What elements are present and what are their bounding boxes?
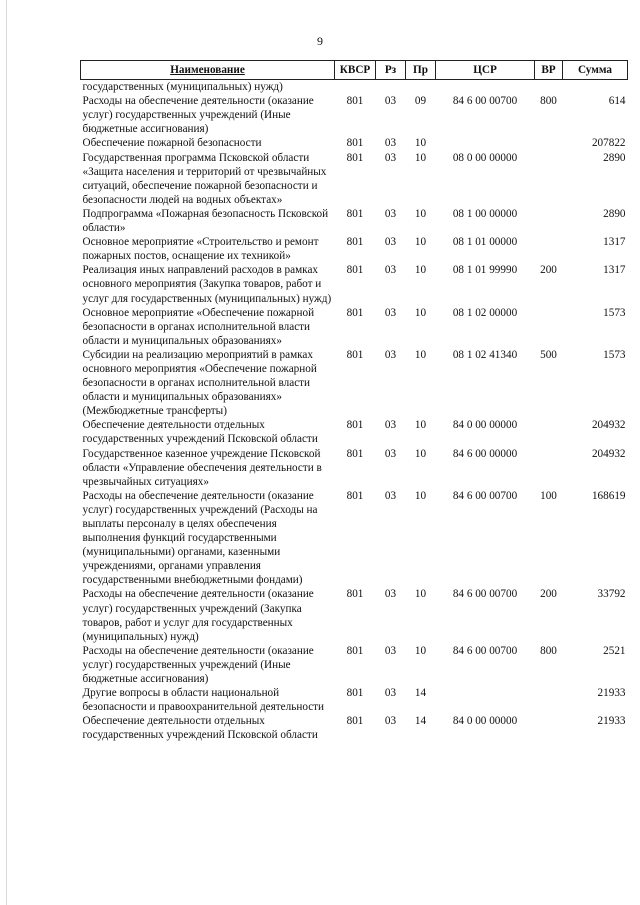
cell-vr: [535, 306, 563, 348]
cell-pr: 09: [414, 95, 427, 108]
table-row: [81, 348, 628, 418]
cell-csr: 08 0 00 00000: [452, 151, 518, 164]
cell-name: Обеспечение деятельности отдельных государственных учреждений Псковской области: [82, 715, 318, 742]
cell-kvsr: 801: [346, 207, 364, 220]
cell-kvsr: 801: [346, 715, 364, 728]
cell-pr: 10: [414, 236, 427, 249]
cell-sum: 204932: [591, 447, 626, 460]
cell-rz: 03: [384, 137, 397, 150]
cell-vr: [535, 80, 563, 95]
cell-vr: 800: [540, 95, 557, 108]
cell-name: Обеспечение деятельности отдельных государственных учреждений Псковской области: [82, 419, 318, 446]
table-row: [81, 207, 628, 235]
header-csr: ЦСР: [436, 61, 535, 80]
cell-vr: 500: [540, 348, 557, 361]
cell-name: Обеспечение пожарной безопасности: [82, 137, 262, 150]
header-rz: Рз: [376, 61, 406, 80]
cell-vr: 200: [540, 588, 557, 601]
cell-csr: [436, 686, 535, 714]
cell-csr: 84 0 00 00000: [452, 715, 518, 728]
cell-csr: [436, 136, 535, 150]
cell-kvsr: [335, 80, 376, 95]
cell-name: Расходы на обеспечение деятельности (оказание услуг) государственных учреждений (Иные бюджетные ассигнования): [82, 95, 314, 136]
cell-sum: 1573: [603, 306, 626, 319]
cell-kvsr: 801: [346, 687, 364, 700]
header-vr: ВР: [535, 61, 563, 80]
table-row: [81, 644, 628, 686]
cell-kvsr: 801: [346, 489, 364, 502]
cell-csr: 84 6 00 00700: [452, 95, 518, 108]
cell-csr: 08 1 01 00000: [452, 236, 518, 249]
cell-pr: 10: [414, 137, 427, 150]
cell-csr: 08 1 01 99990: [452, 264, 518, 277]
cell-kvsr: 801: [346, 306, 364, 319]
cell-csr: 84 6 00 00700: [452, 588, 518, 601]
cell-vr: [535, 136, 563, 150]
cell-name: Основное мероприятие «Обеспечение пожарной безопасности в органах исполнительной власти области и муниципальных образованиях»: [82, 306, 315, 347]
cell-pr: [406, 80, 436, 95]
cell-sum: 1317: [603, 236, 626, 249]
cell-vr: [535, 686, 563, 714]
cell-kvsr: 801: [346, 447, 364, 460]
cell-csr: 84 6 00 00700: [452, 489, 518, 502]
cell-rz: 03: [384, 419, 397, 432]
cell-vr: 800: [540, 644, 557, 657]
table-row: [81, 686, 628, 714]
cell-name: Другие вопросы в области национальной безопасности и правоохранительной деятельности: [82, 687, 325, 714]
cell-vr: 200: [540, 264, 557, 277]
cell-vr: [535, 447, 563, 489]
cell-kvsr: 801: [346, 644, 364, 657]
cell-vr: [535, 418, 563, 446]
cell-name: Субсидии на реализацию мероприятий в рамках основного мероприятия «Обеспечение пожарной безопасности в органах исполнительной власти области и муниципальных образованиях» (Межбюджетные трансферты): [82, 348, 317, 418]
cell-name: Подпрограмма «Пожарная безопасность Псковской области»: [82, 207, 329, 235]
cell-rz: 03: [384, 447, 397, 460]
cell-pr: 10: [414, 588, 427, 601]
cell-vr: [535, 151, 563, 207]
cell-rz: 03: [384, 95, 397, 108]
cell-kvsr: 801: [346, 588, 364, 601]
cell-name: Основное мероприятие «Строительство и ремонт пожарных постов, оснащение их техникой»: [82, 236, 319, 263]
table-row: [81, 587, 628, 643]
cell-pr: 14: [414, 687, 427, 700]
cell-pr: 10: [414, 348, 427, 361]
cell-pr: 14: [414, 715, 427, 728]
cell-rz: 03: [384, 687, 397, 700]
cell-sum: 2890: [603, 151, 626, 164]
header-sum: Сумма: [563, 61, 628, 80]
table-row: [81, 136, 628, 150]
cell-sum: 614: [608, 95, 626, 108]
cell-csr: 08 1 02 00000: [452, 306, 518, 319]
table-row: [81, 714, 628, 742]
budget-table: [80, 60, 628, 743]
cell-name: Расходы на обеспечение деятельности (оказание услуг) государственных учреждений (Иные бюджетные ассигнования): [82, 644, 314, 686]
cell-rz: 03: [384, 306, 397, 319]
cell-csr: 08 1 00 00000: [452, 207, 518, 220]
cell-pr: 10: [414, 447, 427, 460]
cell-sum: 204932: [591, 419, 626, 432]
cell-sum: 1317: [603, 264, 626, 277]
page-number: 9: [317, 34, 323, 48]
cell-kvsr: 801: [346, 151, 364, 164]
cell-name: государственных (муниципальных) нужд): [82, 81, 283, 94]
table-row: [81, 151, 628, 207]
cell-sum: 2890: [603, 207, 626, 220]
table-row: [81, 94, 628, 136]
cell-name: Государственная программа Псковской области «Защита населения и территорий от чрезвычайных ситуаций, обеспечение пожарной безопасности и безопасности людей на водных объектах»: [82, 151, 327, 206]
cell-rz: 03: [384, 715, 397, 728]
table-row: [81, 235, 628, 263]
header-name: Наименование: [81, 61, 335, 80]
cell-rz: 03: [384, 151, 397, 164]
header-kvsr: КВСР: [335, 61, 376, 80]
scan-edge-shadow: [6, 0, 7, 905]
cell-sum: 33792: [597, 588, 626, 601]
cell-csr: 84 6 00 00700: [452, 644, 518, 657]
cell-sum: 168619: [591, 489, 626, 502]
cell-csr: 08 1 02 41340: [452, 348, 518, 361]
cell-name: Реализация иных направлений расходов в рамках основного мероприятия (Закупка товаров, работ и услуг для государственных (муниципальных) нужд): [82, 264, 332, 305]
cell-csr: [436, 80, 535, 95]
cell-pr: 10: [414, 306, 427, 319]
table-row: [81, 306, 628, 348]
table-header-row: [81, 61, 628, 80]
cell-kvsr: 801: [346, 348, 364, 361]
cell-vr: [535, 207, 563, 235]
cell-kvsr: 801: [346, 137, 364, 150]
cell-rz: 03: [384, 236, 397, 249]
table-row: [81, 489, 628, 588]
cell-vr: [535, 235, 563, 263]
cell-kvsr: 801: [346, 236, 364, 249]
cell-vr: [535, 714, 563, 742]
cell-sum: 1573: [603, 348, 626, 361]
cell-rz: 03: [384, 588, 397, 601]
cell-rz: [376, 80, 406, 95]
cell-rz: 03: [384, 207, 397, 220]
table-row: [81, 418, 628, 446]
cell-sum: [563, 80, 628, 95]
cell-kvsr: 801: [346, 264, 364, 277]
cell-csr: 84 0 00 00000: [452, 419, 518, 432]
cell-sum: 21933: [597, 715, 626, 728]
cell-name: Государственное казенное учреждение Псковской области «Управление обеспечения деятельности в чрезвычайных ситуациях»: [82, 447, 322, 488]
cell-kvsr: 801: [346, 419, 364, 432]
cell-pr: 10: [414, 264, 427, 277]
cell-sum: 207822: [591, 137, 626, 150]
table-row: [81, 80, 628, 95]
cell-pr: 10: [414, 419, 427, 432]
cell-name: Расходы на обеспечение деятельности (оказание услуг) государственных учреждений (Закупка товаров, работ и услуг для государственных (муниципальных) нужд): [82, 588, 314, 643]
table-row: [81, 263, 628, 305]
cell-pr: 10: [414, 151, 427, 164]
cell-rz: 03: [384, 644, 397, 657]
cell-name: Расходы на обеспечение деятельности (оказание услуг) государственных учреждений (Расходы на выплаты персоналу в целях обеспечения выполнения функций государственными (муниципальными) органами, казенными учреждениями, органами управления государственными внебюджетными фондами): [82, 489, 318, 587]
cell-pr: 10: [414, 644, 427, 657]
cell-csr: 84 6 00 00000: [452, 447, 518, 460]
cell-sum: 21933: [597, 687, 626, 700]
cell-rz: 03: [384, 489, 397, 502]
cell-pr: 10: [414, 489, 427, 502]
cell-vr: 100: [540, 489, 557, 502]
cell-pr: 10: [414, 207, 427, 220]
cell-rz: 03: [384, 348, 397, 361]
header-pr: Пр: [406, 61, 436, 80]
cell-sum: 2521: [603, 644, 626, 657]
cell-kvsr: 801: [346, 95, 364, 108]
table-body: [81, 80, 628, 743]
table-row: [81, 447, 628, 489]
cell-rz: 03: [384, 264, 397, 277]
